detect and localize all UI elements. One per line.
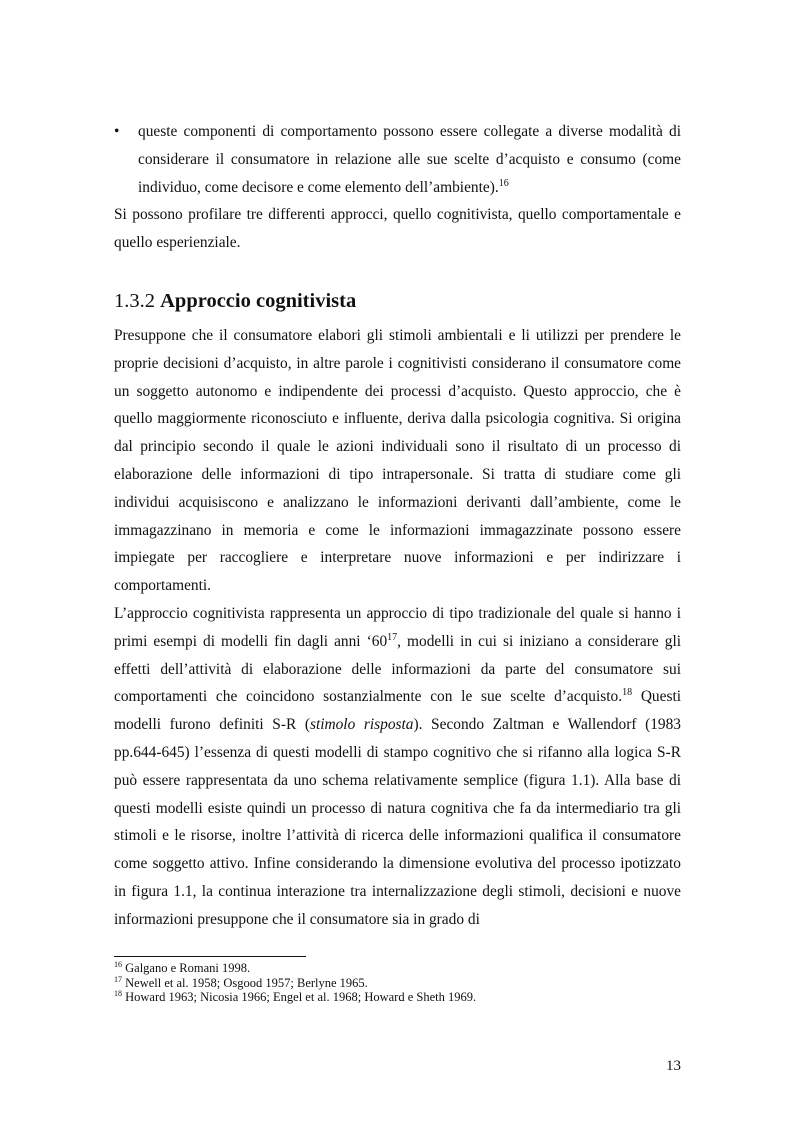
section-heading	[114, 284, 681, 318]
footnote-ref-17[interactable]: 17	[387, 631, 398, 643]
intro-paragraph: Si possono profilare tre differenti approcci, quello cognitivista, quello comportamentale e quello esperienziale.	[114, 206, 681, 252]
footnotes	[114, 961, 681, 1005]
bullet-text: queste componenti di comportamento possono essere collegate a diverse modalità di considerare il consumatore in relazione alle sue scelte d’acquisto e consumo (come individuo, come decisore e come elemento dell’ambiente).$^{16}$	[138, 123, 681, 196]
footnote-divider	[114, 956, 306, 957]
footnote: $^{18}$ Howard 1963; Nicosia 1966; Engel et al. 1968; Howard e Sheth 1969.	[114, 988, 477, 1004]
section-title: Approccio cognitivista	[160, 289, 357, 312]
footnote: $^{17}$ Newell et al. 1958; Osgood 1957; Berlyne 1965.	[114, 974, 368, 990]
paragraph-2: L’approccio cognitivista rappresenta un approccio di tipo tradizionale del quale si hanno i primi esempi di modelli fin dagli anni ‘$60^{17}$, modelli in cui si iniziano a considerare gli effetti dell’attività di elaborazione delle informazioni da parte del consumatore sui comportamenti che coincidono sostanzialmente con le sue scelte d’acquisto.$^{18}$ Questi modelli furono definiti S-R (stimolo risposta). Secondo Zaltman e Wallendorf (1983 pp.644-645) l’essenza di questi modelli di stampo cognitivo che si rifanno alla logica S-R può essere rappresentata da uno schema relativamente semplice (figura 1.1). Alla base di questi modelli esiste quindi un processo di natura cognitiva che fa da intermediario tra gli stimoli e le risorse, inoltre l’attività di ricerca delle informazioni qualifica il consumatore come soggetto attivo. Infine considerando la dimensione evolutiva del processo ipotizzato in figura 1.1, la continua interazione tra internalizzazione degli stimoli, decisioni e nuove informazioni presuppone che il consumatore sia in grado di	[114, 604, 681, 928]
footnote-ref-16[interactable]: 16	[498, 177, 509, 189]
bullet-item	[114, 118, 681, 201]
page-number: 13	[666, 1058, 681, 1074]
section-number: 1.3.2	[114, 289, 155, 312]
footnote: $^{16}$ Galgano e Romani 1998.	[114, 959, 251, 975]
paragraph-1: Presuppone che il consumatore elabori gli stimoli ambientali e li utilizzi per prendere le proprie decisioni d’acquisto, in altre parole i cognitivisti considerano il consumatore come un soggetto autonomo e indipendente dei processi d’acquisto. Questo approccio, che è quello maggiormente riconosciuto e influente, deriva dalla psicologia cognitiva. Si origina dal principio secondo il quale le azioni individuali sono il risultato di un processo di elaborazione delle informazioni di tipo intrapersonale. Si tratta di studiare come gli individui acquisiscono e analizzano le informazioni derivanti dall’ambiente, come le immagazzinano in memoria e come le informazioni immagazzinate possono essere impiegate per raccogliere e interpretare nuove informazioni e per indirizzare i comportamenti.	[114, 326, 681, 595]
bullet-dot-icon: •	[114, 123, 120, 140]
body-text	[114, 118, 681, 934]
italic-term: stimolo risposta	[309, 716, 414, 734]
footnote-ref-18[interactable]: 18	[622, 687, 633, 699]
